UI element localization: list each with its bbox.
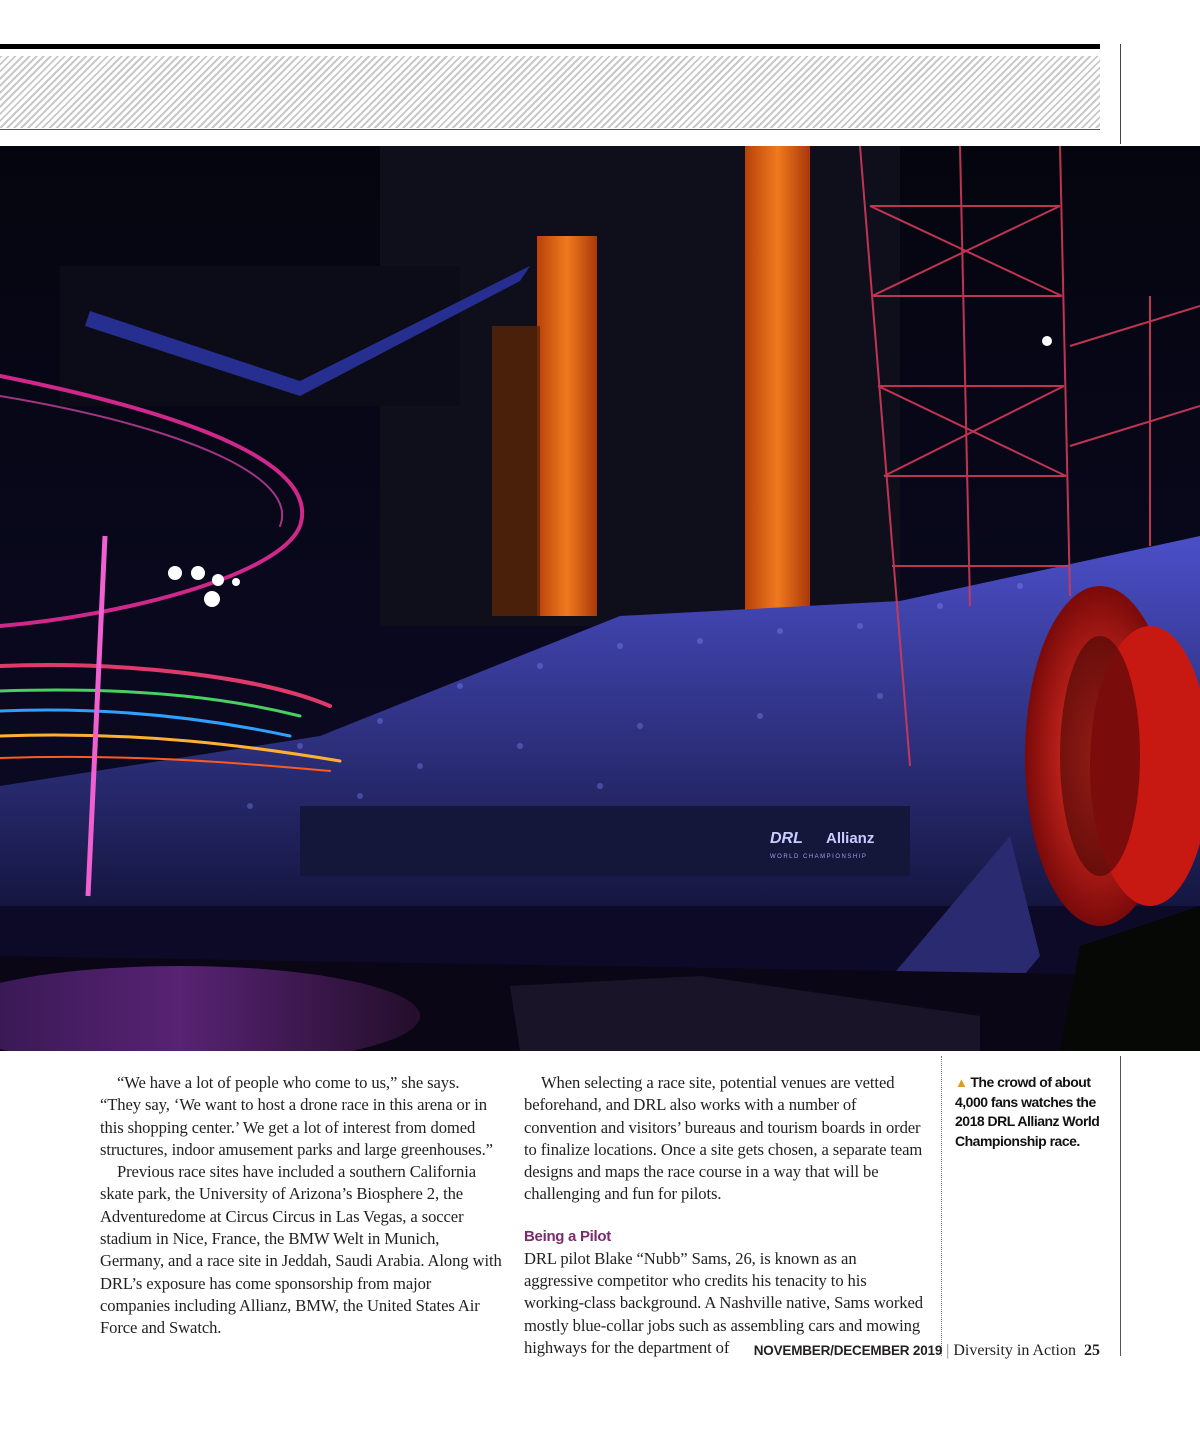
photo-caption (955, 1073, 1110, 1151)
article-paragraph: “We have a lot of people who come to us,” she says. “They say, ‘We want to host a drone race in this arena or in this shopping center.’ We get a lot of interest from domed structures, indoor amusement parks and large greenhouses.” (100, 1073, 493, 1159)
article-column-2 (524, 1072, 924, 1359)
drone-race-photo (0, 146, 1200, 1051)
page-footer (754, 1342, 1100, 1360)
magazine-name: Diversity in Action (953, 1342, 1076, 1359)
article-paragraph: When selecting a race site, potential venues are vetted beforehand, and DRL also works with a number of convention and visitors’ bureaus and tourism boards in order to finalize locations. Once a site gets chosen, a separate team designs and maps the race course in a way that will be challenging and fun for pilots. (524, 1073, 923, 1204)
article-paragraph: DRL pilot Blake “Nubb” Sams, 26, is known as an aggressive competitor who credits his tenacity to his working-class background. A Nashville native, Sams worked mostly blue-collar jobs such as assembling cars and mowing highways for the department of (524, 1248, 923, 1357)
header-hatch-rule (0, 129, 1100, 130)
svg-text:DRL: DRL (770, 830, 803, 847)
caption-text: The crowd of about 4,000 fans watches the 2018 DRL Allianz World Championship race. (955, 1074, 1100, 1149)
svg-text:Allianz: Allianz (826, 830, 875, 847)
page-edge-rule-bottom (1120, 1056, 1121, 1356)
svg-text:WORLD CHAMPIONSHIP: WORLD CHAMPIONSHIP (770, 854, 868, 860)
triangle-up-icon: ▲ (955, 1075, 968, 1090)
issue-date: NOVEMBER/DECEMBER 2019 (753, 1343, 943, 1358)
feature-photo (0, 146, 1200, 1051)
page-edge-rule-top (1120, 44, 1121, 144)
header-rule (0, 44, 1100, 49)
section-subhead: Being a Pilot (524, 1227, 611, 1245)
article-paragraph: Previous race sites have included a southern California skate park, the University of Arizona’s Biosphere 2, the Adventuredome at Circus Circus in Las Vegas, a soccer stadium in Nice, France, the BMW Welt in Munich, Germany, and a race site in Jeddah, Saudi Arabia. Along with DRL’s exposure has come sponsorship from major companies including Allianz, BMW, the United States Air Force and Swatch. (100, 1162, 502, 1338)
article-column-1 (100, 1072, 503, 1340)
header-hatch-band (0, 56, 1100, 128)
page-number: 25 (1084, 1342, 1100, 1359)
caption-divider (941, 1056, 942, 1356)
footer-separator: | (946, 1342, 950, 1359)
